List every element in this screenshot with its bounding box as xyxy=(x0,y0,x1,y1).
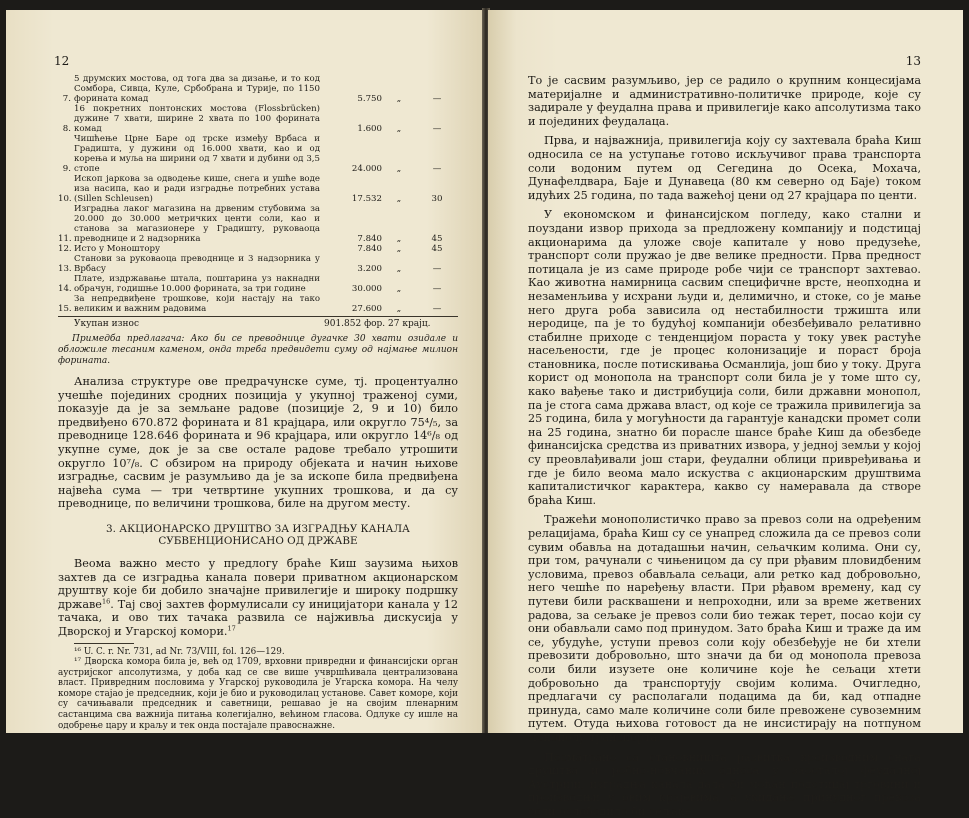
item-kreuzer: 45 xyxy=(416,234,458,244)
item-number: 12. xyxy=(58,244,74,254)
item-number: 7. xyxy=(58,94,74,104)
item-number: 15. xyxy=(58,304,74,314)
section-heading: 3. АКЦИОНАРСКО ДРУШТВО ЗА ИЗГРАДЊУ КАНАЛА СУБВЕНЦИОНИСАНО ОД ДРЖАВЕ xyxy=(58,523,458,547)
item-currency: „ xyxy=(382,304,416,314)
item-kreuzer: — xyxy=(416,164,458,174)
item-currency: „ xyxy=(382,234,416,244)
item-currency: „ xyxy=(382,244,416,254)
page-number-left: 12 xyxy=(54,54,458,68)
section-paragraph xyxy=(58,557,458,639)
footnotes xyxy=(58,647,458,732)
footnote-ref-17: 17 xyxy=(227,624,235,632)
item-number: 9. xyxy=(58,164,74,174)
item-description: Чишћење Црне Баре од трске између Врбаса и Градишта, у дужини од 16.000 хвати, као и од корења и муља на ширини од 7 хвати и дубини од 3,5 стопе xyxy=(74,134,324,174)
ledger-total xyxy=(58,316,458,330)
paragraph: Прва, и најважнија, привилегија коју су захтевала браћа Киш односила се на уступање готово искључивог права транспорта соли водоним путем од Сегедина до Осека, Мохача, Дунафелдвара, Баје и Дунавеца (80 км северно од Баје) током идућих 25 година, по тада важећој цени од 27 крајцара по центи. xyxy=(528,134,921,202)
item-currency: „ xyxy=(382,194,416,204)
item-kreuzer: — xyxy=(416,124,458,134)
item-currency: „ xyxy=(382,94,416,104)
item-currency: „ xyxy=(382,284,416,294)
item-amount: 1.600 xyxy=(324,124,382,134)
ledger-row xyxy=(58,74,458,104)
left-page xyxy=(6,10,484,733)
item-amount: 7.840 xyxy=(324,244,382,254)
section-text-2: . Тај свој захтев формулисали су иницијатори канала у 12 тачака, и ово тих тачака развила се најживља дискусија у Дворској и Угарској комори. xyxy=(58,598,458,638)
item-amount: 3.200 xyxy=(324,264,382,274)
item-description: Исто у Моноштору xyxy=(74,244,324,254)
item-amount: 27.600 xyxy=(324,304,382,314)
item-description: Станови за руковаоца преводнице и 3 надзорника у Врбасу xyxy=(74,254,324,274)
item-description: 5 друмских мостова, од тога два за дизање, и то код Сомбора, Сивца, Куле, Србобрана и Турије, по 1150 форината комад xyxy=(74,74,324,104)
ledger-row xyxy=(58,174,458,204)
item-kreuzer: — xyxy=(416,284,458,294)
item-description: Ископ јаркова за одводење кише, снега и ушће воде иза насипа, као и ради изградње потребних устава (Sillen Schleusen) xyxy=(74,174,324,204)
item-kreuzer: — xyxy=(416,94,458,104)
total-label: Укупан износ xyxy=(58,319,324,330)
item-amount: 30.000 xyxy=(324,284,382,294)
analysis-paragraph: Анализа структуре ове предрачунске суме, тј. процентуално учешће појединих сродних позиција у укупној траженој суми, показује да је за земљане радове (позиције 2, 9 и 10) било предвиђено 670.872 форината и 81 крајцара, или округло 75⁴/₅, за преводнице 128.646 форината и 96 крајцара, или округло 14⁶/₈ од укупне суме, док је за све остале радове требало утрошити округло 10⁷/₈. С обзиром на природу објеката и начин њихове изградње, сасвим је разумљиво да је за ископе била предвиђена највећа сума — три четвртине укупних трошкова, и да су преводнице, по величини трошкова, биле на другом месту. xyxy=(58,375,458,511)
item-description: За непредвиђене трошкове, који настају на тако великим и важним радовима xyxy=(74,294,324,314)
footnote-16: ¹⁶ U. C. r. Nr. 731, ad Nr. 73/VIII, fol. 126—129. xyxy=(58,647,458,658)
item-description: Изградња лаког магазина на дрвеним стубовима за 20.000 до 30.000 метричких центи соли, као и станова за магазионере у Градишту, руковаоца преводнице и 2 надзорника xyxy=(74,204,324,244)
section-body xyxy=(58,557,458,639)
paragraph: Посматрано са становништа развитка кроизводним снага друштва и робно-новчаних односа у заосталој феудалној Аустрији, изградња канала дала би моћан подстицај трговини и производњи у овим крајевима, а укидање принудног превоза соли ослободило би сељаке xyxy=(528,751,921,818)
item-currency: „ xyxy=(382,264,416,274)
item-currency: „ xyxy=(382,124,416,134)
item-amount: 17.532 xyxy=(324,194,382,204)
item-number: 8. xyxy=(58,124,74,134)
item-amount: 5.750 xyxy=(324,94,382,104)
item-kreuzer: — xyxy=(416,264,458,274)
proposer-note: Примедба предлагача: Ако би се преводнице дугачке 30 хвати озидале и обложиле тесаним каменом, онда треба предвидети суму од најмање милион форината. xyxy=(58,334,458,367)
paragraph: Тражећи монополистичко право за превоз соли на одређеним релацијама, браћа Киш су се унапред сложила да се превоз соли сувим обавља на дотадашњи начин, сељачким колима. Они су, при том, рачунали с чињеницом да су при рђавим пловидбеним условима, превоз обављала сељаци, али ретко кад добровољно, него чешће по наређењу власти. При рђавом времену, кад су путеви били расквашени и непроходни, или за време жетвених радова, за сељаке је превоз соли био тежак терет, посао који су они обављали само под принудом. Зато браћа Киш и траже да им се, убудуће, уступи превоз соли коју обезбеђује не би хтели превозити добровољно, што значи да би од монопола превоза соли били изузете оне количине које ће сељаци хтети добровољно да транспортују својим колима. Очигледно, предлагачи су располагали подацима да би, кад отпадне принуда, само мале количине соли биле превожене сувоземним путем. Отуда њихова готовост да не инсистирају на потпуном монополу транспорта. xyxy=(528,513,921,744)
item-amount: 24.000 xyxy=(324,164,382,174)
item-currency: „ xyxy=(382,164,416,174)
section-text: Веома важно место у предлогу браће Киш заузима њихов захтев да се изградња канала повери приватном акционарском друштву које би добило значајне привилегије и широку подршку државе xyxy=(58,557,458,611)
ledger-row xyxy=(58,134,458,174)
ledger-row xyxy=(58,244,458,254)
right-body xyxy=(528,74,921,818)
item-kreuzer: — xyxy=(416,304,458,314)
footnote-17: ¹⁷ Дворска комора била је, већ од 1709, врховни привредни и финансијски орган аустријског апсолутизма, у доба кад се све више учвршћивала централизована власт. Привредним пословима у Угарској руководила је Угарска комора. На челу коморе стајао је председник, који је био и руководилац установе. Савет коморе, који су сачињавали председник и саветници, решавао је на својим пленарним састанцима сва важнија питања колегијално, већином гласова. Одлуке су ишле на одобрење цару и краљу и тек онда постајале правоснажне. xyxy=(58,657,458,731)
page-number-right: 13 xyxy=(528,54,921,68)
analysis-text xyxy=(58,375,458,511)
item-number: 14. xyxy=(58,284,74,294)
ledger-row xyxy=(58,294,458,314)
item-description: 16 покретних понтонских мостова (Flossbrücken) дужине 7 хвати, ширине 2 хвата по 100 форината комад xyxy=(74,104,324,134)
cost-ledger xyxy=(58,74,458,314)
item-description: Плате, издржавање штала, поштарина уз накнадни обрачун, годишње 10.000 форината, за три године xyxy=(74,274,324,294)
item-number: 10. xyxy=(58,194,74,204)
ledger-row xyxy=(58,254,458,274)
item-kreuzer: 30 xyxy=(416,194,458,204)
ledger-row xyxy=(58,274,458,294)
ledger-row xyxy=(58,204,458,244)
item-number: 13. xyxy=(58,264,74,274)
footnote-separator xyxy=(74,643,134,644)
right-page xyxy=(488,10,963,733)
footnote-ref-16: 16 xyxy=(102,597,110,605)
paragraph: То је сасвим разумљиво, јер се радило о крупним концесијама материјалне и административно-политичке природе, које су задирале у феудална права и привилегије како апсолутизма тако и појединих феудалаца. xyxy=(528,74,921,128)
paragraph: У економском и финансијском погледу, како стални и поуздани извор прихода за предложену компанију и подстицај акционарима да уложе своје капитале у ново предузеће, транспорт соли пружао је две велике предности. Прва предност потицала је из саме природе робе чији се транспорт захтевао. Као животна намирница сасвим специфичне врсте, неопходна и незаменљива у исхрани људи и, делимично, и стоке, со је мање него друга роба зависила од нестабилности тржишта или неродице, па је то будућој компанији обезбеђивало релативно стабилне приходе с тенденцијом пораста у току увек растуће насељености, где је процес колонизације и пораст броја становника, после потискивања Османлија, још био у току. Друга корист од монопола на транспорт соли била је у томе што су, како вађење тако и дистрибуција соли, били државни монопол, па је стога сама држава власт, од које се тражила привилегија за 25 година, била у могућности да гарантује канадски промет соли на 25 година, знатно би порасле шансе браће Киш да обезбеде финансијска средства из приватних извора, у једној земљи у којој су преовлађивали још стари, феудални облици привређивања и где је било веома мало искуства с акционарским друштвима капиталистичког карактера, какво су намеравала да створе браћа Киш. xyxy=(528,208,921,507)
item-amount: 7.840 xyxy=(324,234,382,244)
item-number: 11. xyxy=(58,234,74,244)
item-kreuzer: 45 xyxy=(416,244,458,254)
ledger-row xyxy=(58,104,458,134)
total-value: 901.852 фор. 27 крајц. xyxy=(324,319,458,330)
